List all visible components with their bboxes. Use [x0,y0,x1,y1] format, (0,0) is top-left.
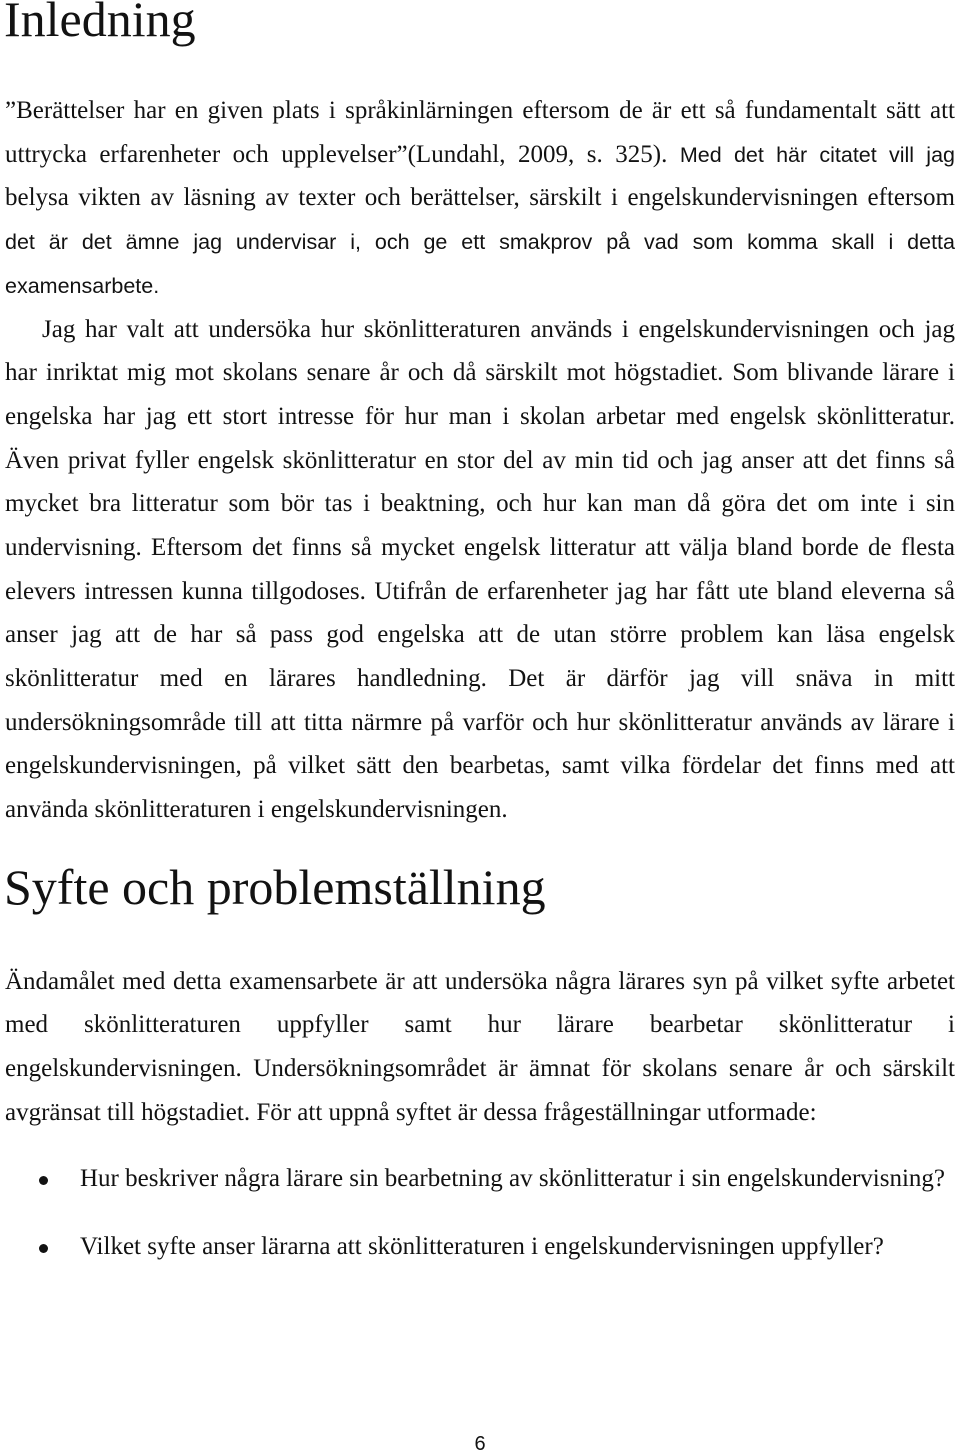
list-item [0,1225,960,1269]
text-line: undervisning. Eftersom det finns så mycket engelsk litteratur att välja bland borde de flesta [5,533,955,561]
page-number: 6 [474,1433,486,1455]
text-line: engelskundervisningen, på vilket sätt den bearbetas, samt vilka fördelar det finns med att [5,752,955,780]
list-item [0,1157,960,1201]
text-line: engelskundervisningen. Undersökningsområdet är ämnat för skolans senare år och särskilt [5,1054,955,1082]
paragraph [5,960,955,1135]
text-line [5,264,955,308]
bullet-icon [39,1176,48,1185]
text-line: med skönlitteraturen uppfyller samt hur lärare bearbetar skönlitteratur i [5,1011,955,1039]
list-item-text: Vilket syfte anser lärarna att skönlitteraturen i engelskundervisningen uppfyller? [80,1232,884,1260]
text-segment: ”Berättelser har en given plats i språkinlärningen eftersom de är ett så fundamentalt sätt att [5,97,955,124]
text-line: Jag har valt att undersöka hur skönlitteraturen används i engelskundervisningen och jag [42,315,955,343]
section-heading-introduction: Inledning [4,0,196,47]
paragraph [5,308,955,832]
text-line [5,176,955,220]
text-line [5,89,955,133]
text-line: skönlitteratur med en lärares handledning. Det är därför jag vill snäva in mitt [5,665,955,692]
text-line: anser jag att de har så pass god engelska att de utan större problem kan läsa engelsk [5,621,955,649]
text-line: använda skönlitteraturen i engelskundervisningen. [5,796,508,824]
text-segment: belysa vikten av läsning av texter och berättelser, särskilt i engelskundervisningen eftersom [5,184,955,212]
text-line: har inriktat mig mot skolans senare år och då särskilt mot högstadiet. Som blivande lärare i [5,359,955,387]
text-line [5,133,955,177]
text-line: Ändamålet med detta examensarbete är att undersöka några lärares syn på vilket syfte arbetet [5,967,955,995]
text-line: elevers intressen kunna tillgodoses. Utifrån de erfarenheter jag har fått ute bland eleverna så [5,577,955,605]
paragraph [5,89,955,307]
text-line [5,220,955,264]
section-heading-purpose: Syfte och problemställning [4,859,546,915]
text-line: undersökningsområde till att titta närmre på varför och hur skönlitteratur används av lärare i [5,708,955,736]
list-item-text: Hur beskriver några lärare sin bearbetning av skönlitteratur i sin engelskundervisning? [80,1164,946,1192]
text-segment: examensarbete. [5,273,160,298]
text-line: engelska har jag ett stort intresse för hur man i skolan arbetar med engelsk skönlitteratur. [5,402,955,430]
text-segment: det är det ämne jag undervisar i, och ge ett smakprov på vad som komma skall i detta [5,230,955,255]
text-segment: uttrycka erfarenheter och upplevelser”(Lundahl, 2009, s. 325). [5,140,668,168]
text-line: avgränsat till högstadiet. För att uppnå syftet är dessa frågeställningar utformade: [5,1098,817,1126]
text-line: mycket bra litteratur som bör tas i beaktning, och hur kan man då göra det om inte i sin [5,490,955,518]
text-segment: Med det här citatet vill jag [679,142,955,167]
text-line: Även privat fyller engelsk skönlitteratur en stor del av min tid och jag anser att det finns så [5,446,955,474]
bullet-icon [39,1244,48,1253]
